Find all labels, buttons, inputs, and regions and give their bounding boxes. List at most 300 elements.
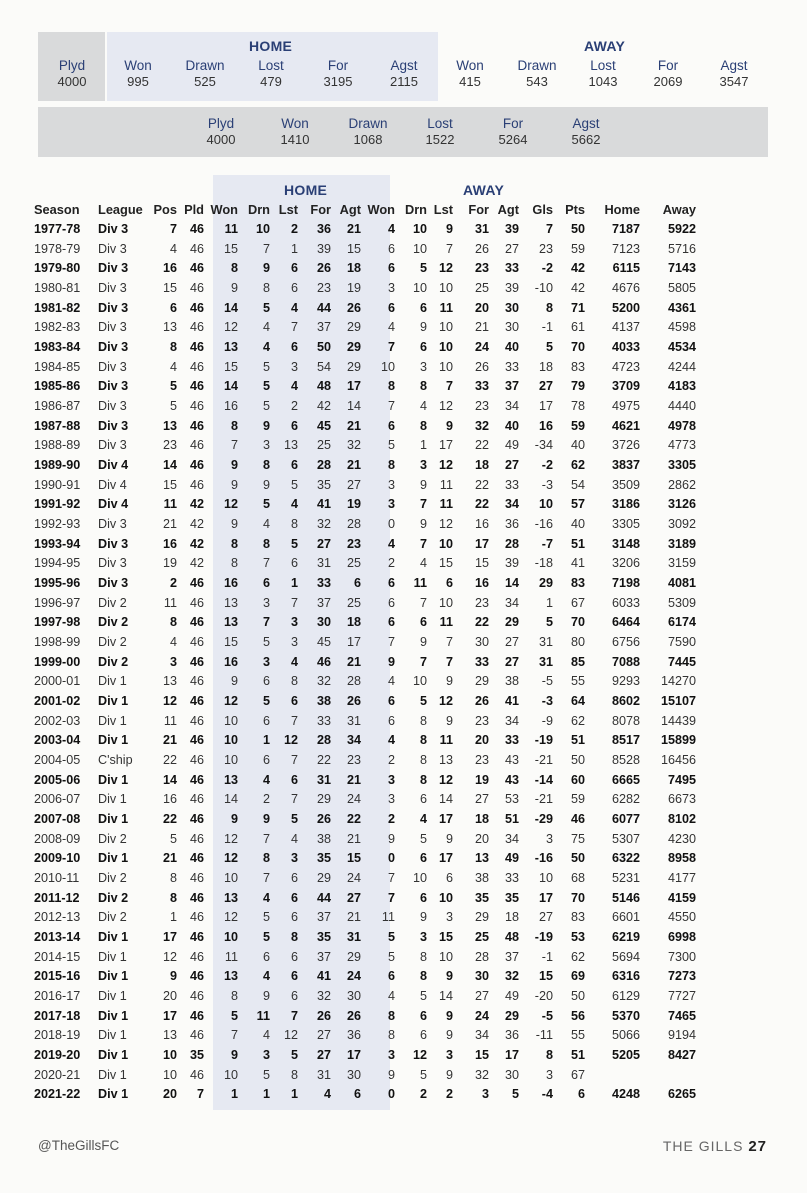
table-cell: 46: [189, 457, 204, 472]
table-cell: Div 3: [98, 241, 127, 256]
table-cell: 29: [316, 792, 331, 807]
table-cell: 5: [387, 438, 395, 453]
table-cell: 3: [262, 595, 270, 610]
table-cell: 68: [570, 871, 585, 885]
table-cell: 5: [262, 359, 270, 374]
table-cell: 2017-18: [34, 1008, 81, 1023]
table-cell: 15: [223, 634, 238, 649]
table-cell: 9: [445, 221, 453, 236]
table-cell: 46: [189, 241, 204, 256]
table-cell: 70: [570, 339, 585, 354]
table-cell: 26: [316, 261, 331, 276]
table-cell: 44: [316, 890, 331, 905]
table-row: [34, 809, 696, 829]
table-cell: 2: [419, 1087, 427, 1102]
table-cell: 5: [545, 615, 553, 630]
table-cell: Div 3: [98, 300, 129, 315]
table-cell: 4: [387, 989, 395, 1004]
table-cell: 83: [570, 575, 585, 590]
table-cell: 29: [316, 871, 331, 885]
table-cell: 6464: [611, 615, 640, 630]
table-cell: 1993-94: [34, 536, 81, 551]
table-cell: 2006-07: [34, 792, 81, 807]
table-cell: 5922: [667, 221, 696, 236]
table-cell: 39: [504, 556, 519, 571]
table-cell: 5: [387, 949, 395, 964]
table-cell: -7: [541, 536, 553, 551]
table-cell: 46: [189, 438, 204, 453]
table-cell: -1: [541, 949, 553, 964]
table-cell: 9: [387, 831, 395, 846]
table-cell: 23: [474, 713, 489, 728]
table-cell: 8: [290, 516, 298, 531]
table-cell: 6: [419, 339, 427, 354]
table-cell: 46: [189, 359, 204, 374]
table-cell: 7: [419, 595, 427, 610]
table-cell: 28: [504, 536, 519, 551]
table-cell: 37: [316, 910, 331, 925]
table-cell: 4: [169, 241, 177, 256]
table-row: [34, 1026, 696, 1046]
table-cell: 37: [504, 949, 519, 964]
table-cell: 33: [504, 477, 519, 492]
table-cell: 29: [504, 1008, 519, 1023]
table-cell: 46: [189, 674, 204, 689]
table-cell: 34: [504, 595, 519, 610]
table-cell: 3: [419, 359, 427, 374]
table-cell: 15: [438, 556, 453, 571]
table-cell: 30: [504, 320, 519, 335]
table-cell: 2862: [667, 477, 696, 492]
table-cell: 6: [290, 772, 298, 787]
table-row: [34, 239, 696, 259]
table-cell: 30: [316, 615, 331, 630]
table-cell: 1977-78: [34, 221, 81, 236]
table-cell: 12: [223, 497, 238, 512]
table-cell: 51: [570, 1048, 585, 1063]
table-cell: 1: [290, 575, 298, 590]
table-cell: 70: [570, 615, 585, 630]
table-cell: 2002-03: [34, 713, 81, 728]
table-cell: 7: [419, 536, 427, 551]
table-cell: 9: [230, 457, 238, 472]
stat-label: For: [657, 58, 679, 73]
table-cell: 17: [538, 398, 553, 413]
table-cell: 19: [346, 497, 361, 512]
table-cell: 6: [290, 890, 298, 905]
table-cell: 9: [169, 969, 177, 984]
table-cell: 83: [570, 359, 585, 374]
table-cell: 6: [290, 871, 298, 885]
table-cell: 3: [387, 1048, 395, 1063]
table-row: [34, 553, 696, 573]
table-cell: 4: [387, 320, 395, 335]
table-row: [34, 435, 696, 455]
table-cell: 16456: [660, 752, 696, 767]
table-cell: 80: [570, 634, 585, 649]
table-cell: 5: [545, 339, 553, 354]
table-cell: 22: [162, 811, 177, 826]
table-cell: 50: [570, 221, 585, 236]
table-cell: 6: [290, 989, 298, 1004]
table-cell: 15: [162, 280, 177, 295]
table-cell: 46: [189, 871, 204, 885]
table-cell: 69: [570, 969, 585, 984]
table-cell: 17: [538, 890, 553, 905]
table-cell: 4081: [667, 575, 696, 590]
table-cell: 4: [387, 674, 395, 689]
table-cell: 13: [223, 890, 238, 905]
table-cell: 18: [346, 261, 361, 276]
summary-home-lost: [245, 58, 297, 90]
table-cell: 21: [346, 654, 361, 669]
table-cell: 22: [474, 438, 489, 453]
summary-away-for: [642, 58, 694, 90]
table-cell: 2015-16: [34, 969, 81, 984]
table-cell: 3305: [667, 457, 696, 472]
table-cell: 12: [438, 457, 453, 472]
table-cell: 5: [387, 930, 395, 945]
table-row: [34, 278, 696, 298]
table-cell: 13: [283, 438, 298, 453]
table-cell: -19: [534, 930, 553, 945]
table-cell: 9: [445, 713, 453, 728]
table-cell: -21: [534, 752, 553, 767]
table-cell: 5: [169, 398, 177, 413]
table-cell: 42: [189, 497, 204, 512]
table-cell: 10: [380, 359, 395, 374]
table-cell: 6: [419, 615, 427, 630]
table-cell: 40: [570, 516, 585, 531]
table-cell: 7: [387, 339, 395, 354]
table-cell: 8: [419, 379, 427, 394]
table-cell: 6: [387, 595, 395, 610]
column-header: Agt: [497, 202, 519, 217]
overall-summary-box: [38, 107, 768, 157]
table-cell: 26: [346, 693, 361, 708]
table-cell: 29: [346, 359, 361, 374]
stat-value: 995: [127, 74, 149, 89]
table-cell: 6756: [611, 634, 640, 649]
table-cell: 3: [545, 831, 553, 846]
table-row: [34, 888, 696, 908]
summary-home-for: [312, 58, 364, 90]
stat-label: Drawn: [185, 58, 225, 73]
column-header: Lst: [433, 202, 453, 217]
table-cell: 4440: [667, 398, 696, 413]
table-cell: 2016-17: [34, 989, 81, 1004]
table-cell: 5: [169, 831, 177, 846]
table-cell: Div 1: [98, 733, 129, 748]
table-cell: 34: [474, 1028, 489, 1043]
table-cell: 21: [162, 733, 177, 748]
table-cell: Div 3: [98, 418, 129, 433]
stat-value: 4000: [206, 132, 236, 147]
table-cell: 8: [169, 339, 177, 354]
stat-label: Agst: [572, 116, 600, 131]
table-cell: 42: [316, 398, 331, 413]
table-cell: 18: [474, 457, 489, 472]
table-cell: 85: [570, 654, 585, 669]
table-cell: 16: [162, 261, 177, 276]
table-cell: 10: [412, 674, 427, 689]
table-cell: Div 4: [98, 497, 129, 512]
table-cell: 46: [189, 261, 204, 276]
table-cell: -5: [541, 1008, 553, 1023]
table-cell: 4: [419, 811, 427, 826]
table-cell: 46: [189, 477, 204, 492]
table-cell: 16: [223, 654, 238, 669]
table-row: [34, 534, 696, 554]
table-cell: 11: [163, 595, 177, 610]
table-cell: 3159: [667, 556, 696, 571]
table-cell: 15899: [660, 733, 696, 748]
table-row: [34, 317, 696, 337]
table-cell: 2004-05: [34, 752, 81, 767]
table-cell: 12: [162, 949, 177, 964]
table-away-heading: AWAY: [463, 182, 505, 198]
table-cell: 3: [290, 615, 298, 630]
table-cell: 30: [474, 969, 489, 984]
table-cell: 16: [474, 516, 489, 531]
table-cell: 16: [162, 536, 177, 551]
table-cell: 7: [262, 556, 270, 571]
table-cell: 6174: [667, 615, 696, 630]
table-cell: 8: [262, 457, 270, 472]
stat-value: 1068: [353, 132, 383, 147]
table-cell: 23: [474, 398, 489, 413]
table-cell: 9: [230, 1048, 238, 1063]
table-cell: 54: [316, 359, 331, 374]
table-cell: 27: [474, 989, 489, 1004]
table-cell: 45: [316, 634, 331, 649]
table-cell: -2: [541, 261, 553, 276]
table-cell: 5: [290, 811, 298, 826]
table-cell: Div 1: [98, 811, 129, 826]
table-row: [34, 396, 696, 416]
table-cell: 2: [387, 556, 395, 571]
table-cell: 2012-13: [34, 910, 81, 925]
table-cell: 4: [262, 339, 270, 354]
table-cell: 31: [474, 221, 489, 236]
table-cell: 5: [262, 634, 270, 649]
table-cell: 46: [189, 280, 204, 295]
table-cell: 4: [290, 831, 298, 846]
table-cell: 48: [316, 379, 331, 394]
table-cell: Div 1: [98, 969, 129, 984]
table-cell: 8: [387, 379, 395, 394]
table-cell: 4723: [611, 359, 640, 374]
table-cell: 28: [316, 733, 331, 748]
table-cell: 64: [570, 693, 585, 708]
table-cell: 6: [445, 871, 453, 885]
table-cell: 62: [570, 713, 585, 728]
table-cell: 1: [230, 1087, 238, 1102]
table-cell: 15: [162, 477, 177, 492]
table-row: [34, 632, 696, 652]
table-cell: 4978: [667, 418, 696, 433]
table-cell: 10: [223, 713, 238, 728]
table-cell: 26: [316, 1008, 331, 1023]
table-cell: 6033: [611, 595, 640, 610]
table-cell: 10: [438, 320, 453, 335]
stat-label: For: [327, 58, 349, 73]
table-cell: 13: [162, 1028, 177, 1043]
table-cell: 5066: [611, 1028, 640, 1043]
table-cell: 0: [387, 516, 395, 531]
overall-drawn: [337, 116, 399, 148]
table-cell: 7: [169, 221, 177, 236]
table-cell: 6: [290, 949, 298, 964]
table-cell: Div 3: [98, 438, 127, 453]
table-cell: 3092: [667, 516, 696, 531]
table-cell: 1989-90: [34, 457, 81, 472]
table-cell: 43: [504, 752, 519, 767]
table-cell: 46: [189, 595, 204, 610]
table-cell: 7: [445, 241, 453, 256]
table-cell: 19: [346, 280, 361, 295]
table-cell: 6265: [667, 1087, 696, 1102]
table-cell: 9: [262, 261, 270, 276]
table-cell: 5805: [667, 280, 696, 295]
table-cell: 8: [262, 536, 270, 551]
table-cell: 12: [412, 1048, 427, 1063]
table-cell: 51: [570, 733, 585, 748]
table-cell: 6665: [611, 772, 640, 787]
table-cell: 17: [438, 851, 453, 866]
table-cell: 30: [474, 634, 489, 649]
overall-agst: [559, 116, 613, 148]
footer-section: THE GILLS: [662, 1138, 744, 1154]
page-number: 27: [748, 1138, 767, 1155]
table-cell: 7: [262, 615, 270, 630]
table-cell: 6316: [611, 969, 640, 984]
table-cell: 9: [387, 1067, 395, 1082]
table-cell: 4550: [667, 910, 696, 925]
table-cell: 8: [230, 418, 238, 433]
stat-value: 3547: [719, 74, 749, 89]
table-cell: 28: [346, 516, 361, 531]
table-cell: 29: [346, 320, 361, 335]
table-cell: 8: [419, 733, 427, 748]
table-cell: 2007-08: [34, 811, 81, 826]
table-cell: 27: [316, 1028, 331, 1043]
table-cell: 25: [474, 930, 489, 945]
stat-value: 525: [194, 74, 216, 89]
table-row: [34, 750, 696, 770]
table-cell: 20: [474, 733, 489, 748]
summary-away-drawn: [507, 58, 567, 90]
table-cell: 8: [230, 536, 238, 551]
table-cell: 31: [316, 556, 331, 571]
table-header-row: [34, 200, 696, 219]
column-header: Agt: [339, 202, 361, 217]
table-cell: Div 1: [98, 693, 129, 708]
table-cell: 46: [189, 300, 204, 315]
table-cell: 7198: [611, 575, 640, 590]
table-cell: 2001-02: [34, 693, 81, 708]
table-cell: 36: [504, 1028, 519, 1043]
table-cell: 7: [230, 1028, 238, 1043]
table-cell: 51: [570, 536, 585, 551]
table-cell: 42: [189, 536, 204, 551]
table-cell: 10: [412, 221, 427, 236]
table-cell: 15: [438, 930, 453, 945]
table-cell: 17: [162, 1008, 177, 1023]
table-row: [34, 927, 696, 947]
table-cell: 33: [316, 575, 331, 590]
table-cell: 2: [290, 221, 298, 236]
table-cell: 53: [504, 792, 519, 807]
social-handle: @TheGillsFC: [38, 1138, 120, 1153]
table-cell: 5: [290, 1048, 298, 1063]
table-cell: Div 1: [98, 1087, 129, 1102]
table-cell: 11: [256, 1008, 270, 1023]
table-cell: 54: [570, 477, 585, 492]
table-cell: 31: [538, 634, 553, 649]
table-cell: 1983-84: [34, 339, 81, 354]
table-cell: 70: [570, 890, 585, 905]
table-cell: 7: [445, 634, 453, 649]
table-cell: 3: [445, 910, 453, 925]
table-cell: 5: [262, 379, 270, 394]
table-cell: 15: [538, 969, 553, 984]
table-cell: 27: [316, 1048, 331, 1063]
table-cell: 75: [570, 831, 585, 846]
table-cell: 8517: [611, 733, 640, 748]
table-cell: 4244: [667, 359, 696, 374]
table-cell: 38: [474, 871, 489, 885]
table-cell: 10: [438, 949, 453, 964]
table-cell: 7: [262, 871, 270, 885]
table-cell: 5: [262, 930, 270, 945]
table-cell: 5231: [611, 871, 640, 885]
table-cell: 6: [290, 261, 298, 276]
table-cell: 83: [570, 910, 585, 925]
stat-value: 2069: [653, 74, 683, 89]
table-cell: -2: [541, 457, 553, 472]
table-cell: 25: [316, 438, 331, 453]
table-cell: 8: [419, 949, 427, 964]
table-cell: 8: [387, 457, 395, 472]
table-row: [34, 357, 696, 377]
table-cell: 6673: [667, 792, 696, 807]
table-cell: -19: [534, 733, 553, 748]
table-cell: [585, 1065, 640, 1085]
table-cell: 4: [323, 1087, 331, 1102]
table-cell: 11: [439, 615, 453, 630]
table-cell: 4: [262, 320, 270, 335]
table-cell: 46: [189, 989, 204, 1004]
table-cell: 1: [262, 1087, 270, 1102]
table-cell: 4773: [667, 438, 696, 453]
table-cell: 6129: [611, 989, 640, 1004]
table-row: [34, 298, 696, 318]
table-cell: 5205: [611, 1048, 640, 1063]
table-cell: 17: [438, 438, 453, 453]
table-cell: 15: [346, 241, 361, 256]
table-cell: [640, 1065, 696, 1085]
table-cell: 17: [438, 811, 453, 826]
table-cell: 3: [445, 1048, 453, 1063]
stat-label: Agst: [720, 58, 748, 73]
table-cell: 4: [419, 398, 427, 413]
overall-lost: [413, 116, 467, 148]
table-cell: 10: [162, 1067, 177, 1082]
summary-home-agst: [378, 58, 430, 90]
table-cell: 9: [419, 910, 427, 925]
table-cell: 29: [346, 339, 361, 354]
